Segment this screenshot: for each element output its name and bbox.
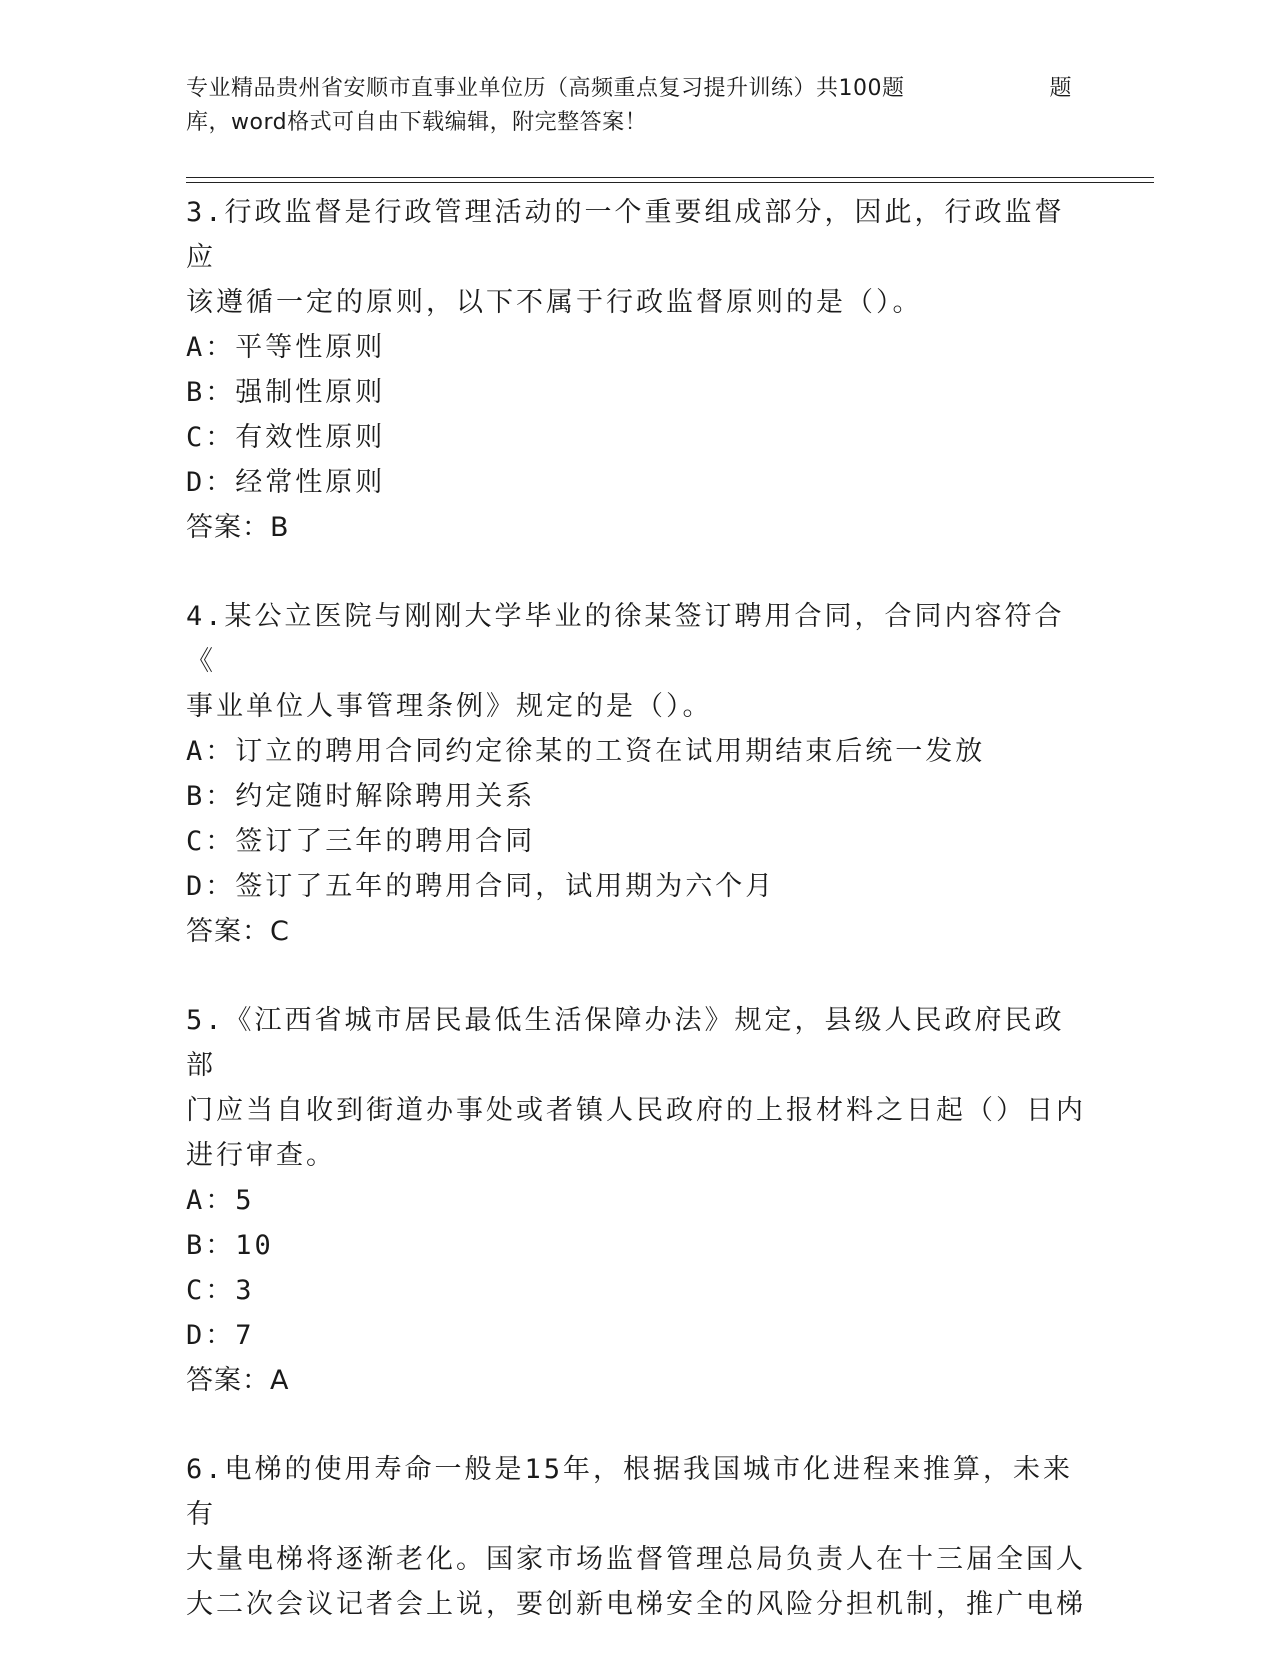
question-stem-line: 该遵循一定的原则，以下不属于行政监督原则的是（）。: [186, 287, 923, 318]
header-rule-top: [186, 177, 1154, 178]
answer-line: 答案：A: [186, 1365, 290, 1396]
header-title: 专业精品贵州省安顺市直事业单位历（高频重点复习提升训练）共100题: [186, 76, 905, 101]
question-stem-line: 门应当自收到街道办事处或者镇人民政府的上报材料之日起（）日内: [186, 1095, 1086, 1126]
header-title-tail: 题: [1049, 76, 1072, 101]
question-3: [186, 190, 1086, 550]
question-list: [186, 190, 1086, 1671]
option-b: B：10: [186, 1230, 274, 1261]
question-stem-line: 大二次会议记者会上说，要创新电梯安全的风险分担机制，推广电梯: [186, 1589, 1086, 1620]
question-6: [186, 1447, 1086, 1627]
question-stem-line: 事业单位人事管理条例》规定的是（）。: [186, 691, 713, 722]
question-4: [186, 594, 1086, 954]
option-b: B：强制性原则: [186, 377, 386, 408]
question-5: [186, 998, 1086, 1403]
question-stem-line: 大量电梯将逐渐老化。国家市场监督管理总局负责人在十三届全国人: [186, 1544, 1086, 1575]
question-stem-line: 5.《江西省城市居民最低生活保障办法》规定，县级人民政府民政部: [186, 1005, 1065, 1081]
question-stem-line: 6.电梯的使用寿命一般是15年，根据我国城市化进程来推算，未来有: [186, 1454, 1074, 1530]
question-stem-line: 4.某公立医院与刚刚大学毕业的徐某签订聘用合同，合同内容符合《: [186, 601, 1065, 677]
answer-line: 答案：C: [186, 916, 290, 947]
option-c: C：签订了三年的聘用合同: [186, 826, 536, 857]
document-header: [186, 72, 1086, 140]
header-line-1: [186, 72, 1072, 106]
question-stem-line: 进行审查。: [186, 1140, 336, 1171]
header-rule-bottom: [186, 182, 1154, 183]
option-a: A：平等性原则: [186, 332, 386, 363]
option-a: A：5: [186, 1185, 255, 1216]
option-d: D：经常性原则: [186, 467, 386, 498]
option-b: B：约定随时解除聘用关系: [186, 781, 536, 812]
option-d: D：7: [186, 1320, 255, 1351]
header-line-2: 库，word格式可自由下载编辑，附完整答案！: [186, 110, 648, 135]
option-c: C：有效性原则: [186, 422, 386, 453]
question-stem-line: 3.行政监督是行政管理活动的一个重要组成部分，因此，行政监督应: [186, 197, 1065, 273]
option-a: A：订立的聘用合同约定徐某的工资在试用期结束后统一发放: [186, 736, 986, 767]
answer-line: 答案：B: [186, 512, 290, 543]
option-c: C：3: [186, 1275, 255, 1306]
option-d: D：签订了五年的聘用合同，试用期为六个月: [186, 871, 776, 902]
